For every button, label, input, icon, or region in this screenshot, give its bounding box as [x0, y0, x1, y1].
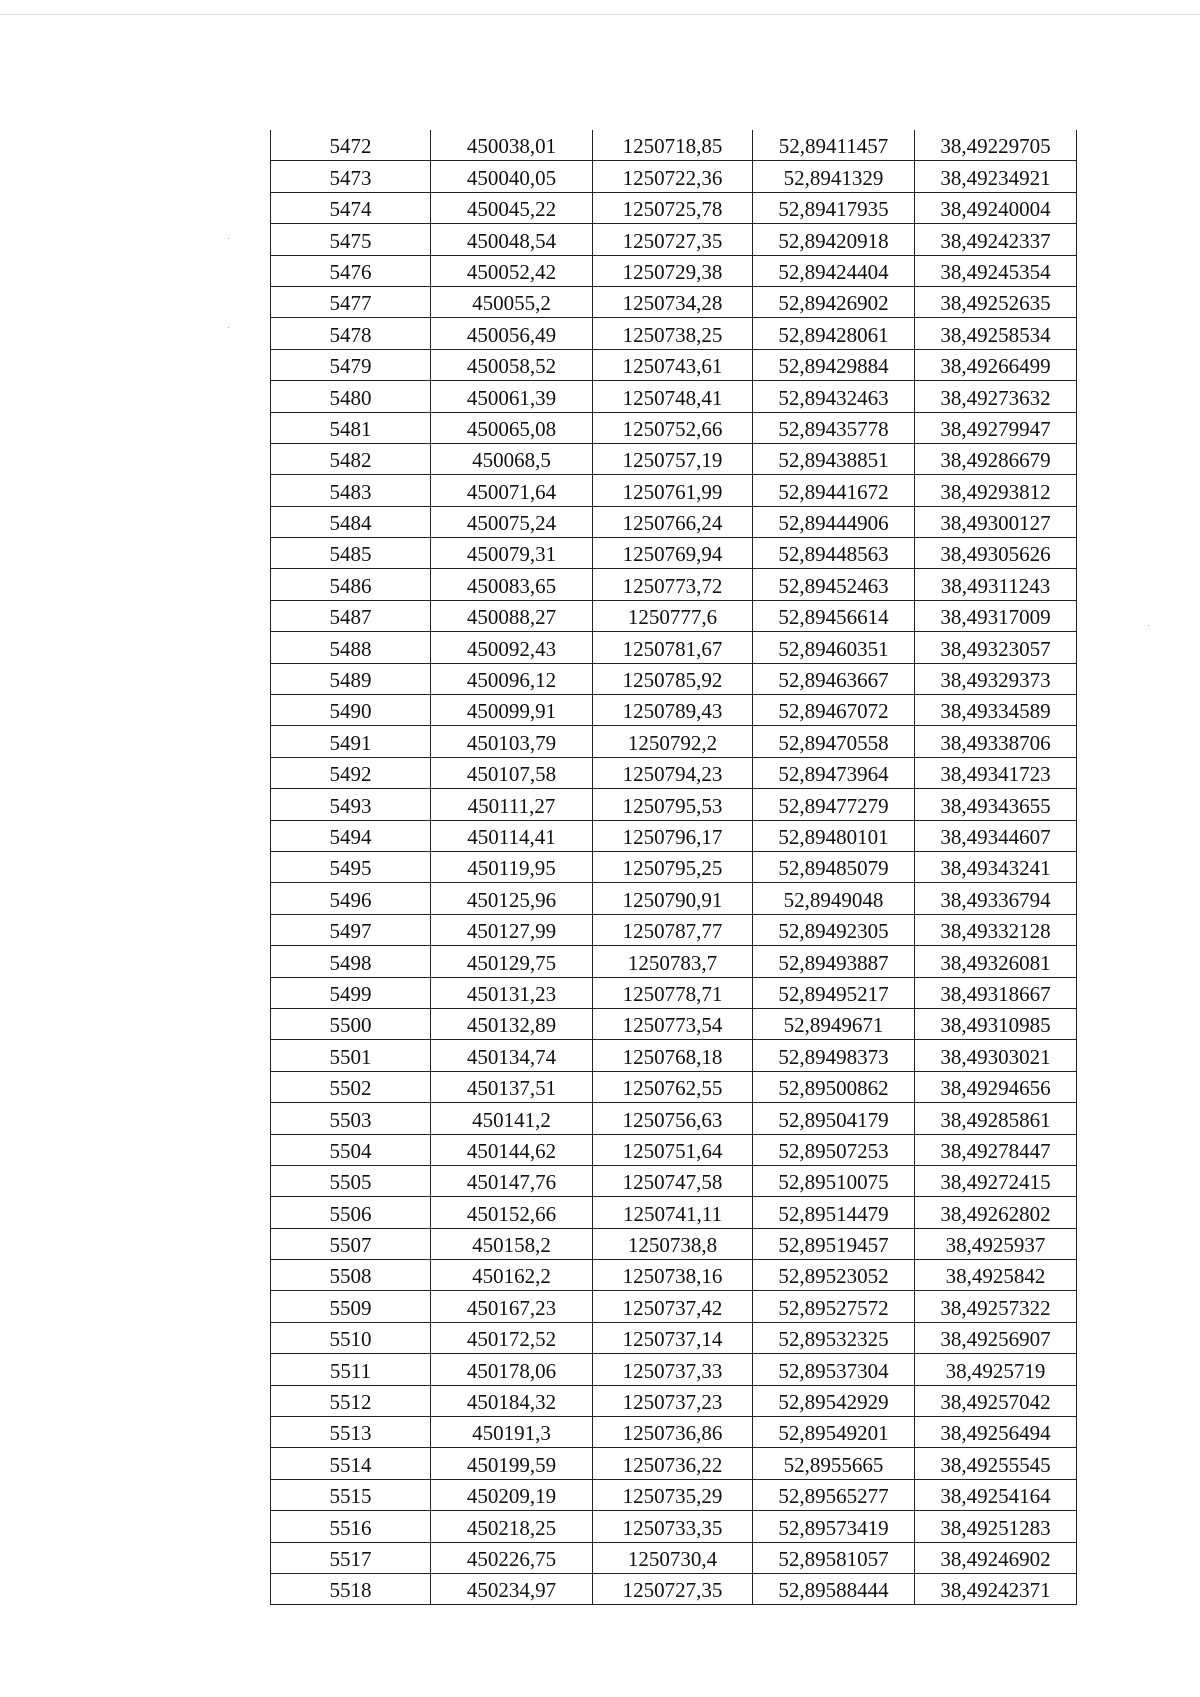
latitude-cell: 52,89510075 — [753, 1165, 915, 1196]
table-row — [271, 632, 1077, 663]
x-coordinate-cell: 450167,23 — [431, 1291, 593, 1322]
y-coordinate-cell: 1250757,19 — [593, 443, 753, 474]
point-number-cell: 5504 — [271, 1134, 431, 1165]
longitude-cell: 38,49257042 — [915, 1385, 1077, 1416]
longitude-cell: 38,49341723 — [915, 757, 1077, 788]
y-coordinate-cell: 1250738,16 — [593, 1260, 753, 1291]
longitude-cell: 38,49240004 — [915, 192, 1077, 223]
y-coordinate-cell: 1250761,99 — [593, 475, 753, 506]
y-coordinate-cell: 1250778,71 — [593, 977, 753, 1008]
point-number-cell: 5497 — [271, 914, 431, 945]
point-number-cell: 5516 — [271, 1511, 431, 1542]
y-coordinate-cell: 1250783,7 — [593, 946, 753, 977]
point-number-cell: 5511 — [271, 1354, 431, 1385]
latitude-cell: 52,89532325 — [753, 1322, 915, 1353]
table-row — [271, 1165, 1077, 1196]
y-coordinate-cell: 1250792,2 — [593, 726, 753, 757]
latitude-cell: 52,89495217 — [753, 977, 915, 1008]
latitude-cell: 52,89460351 — [753, 632, 915, 663]
y-coordinate-cell: 1250736,86 — [593, 1417, 753, 1448]
y-coordinate-cell: 1250768,18 — [593, 1040, 753, 1071]
point-number-cell: 5515 — [271, 1479, 431, 1510]
point-number-cell: 5496 — [271, 883, 431, 914]
x-coordinate-cell: 450083,65 — [431, 569, 593, 600]
point-number-cell: 5498 — [271, 946, 431, 977]
y-coordinate-cell: 1250718,85 — [593, 130, 753, 161]
latitude-cell: 52,89485079 — [753, 851, 915, 882]
longitude-cell: 38,49294656 — [915, 1071, 1077, 1102]
point-number-cell: 5508 — [271, 1260, 431, 1291]
table-row — [271, 130, 1077, 161]
table-row — [271, 1260, 1077, 1291]
coordinates-table — [270, 130, 1077, 1605]
y-coordinate-cell: 1250727,35 — [593, 224, 753, 255]
y-coordinate-cell: 1250773,54 — [593, 1008, 753, 1039]
table-row — [271, 977, 1077, 1008]
x-coordinate-cell: 450218,25 — [431, 1511, 593, 1542]
latitude-cell: 52,89507253 — [753, 1134, 915, 1165]
y-coordinate-cell: 1250796,17 — [593, 820, 753, 851]
x-coordinate-cell: 450134,74 — [431, 1040, 593, 1071]
latitude-cell: 52,89473964 — [753, 757, 915, 788]
longitude-cell: 38,49266499 — [915, 349, 1077, 380]
table-row — [271, 1291, 1077, 1322]
table-row — [271, 318, 1077, 349]
latitude-cell: 52,89448563 — [753, 538, 915, 569]
longitude-cell: 38,49329373 — [915, 663, 1077, 694]
longitude-cell: 38,49272415 — [915, 1165, 1077, 1196]
x-coordinate-cell: 450162,2 — [431, 1260, 593, 1291]
x-coordinate-cell: 450131,23 — [431, 977, 593, 1008]
x-coordinate-cell: 450058,52 — [431, 349, 593, 380]
point-number-cell: 5505 — [271, 1165, 431, 1196]
point-number-cell: 5507 — [271, 1228, 431, 1259]
y-coordinate-cell: 1250787,77 — [593, 914, 753, 945]
latitude-cell: 52,89411457 — [753, 130, 915, 161]
point-number-cell: 5490 — [271, 695, 431, 726]
point-number-cell: 5473 — [271, 161, 431, 192]
table-row — [271, 726, 1077, 757]
x-coordinate-cell: 450144,62 — [431, 1134, 593, 1165]
table-row — [271, 1573, 1077, 1604]
x-coordinate-cell: 450178,06 — [431, 1354, 593, 1385]
y-coordinate-cell: 1250734,28 — [593, 286, 753, 317]
latitude-cell: 52,89429884 — [753, 349, 915, 380]
latitude-cell: 52,89588444 — [753, 1573, 915, 1604]
latitude-cell: 52,89537304 — [753, 1354, 915, 1385]
y-coordinate-cell: 1250741,11 — [593, 1197, 753, 1228]
latitude-cell: 52,89426902 — [753, 286, 915, 317]
latitude-cell: 52,89417935 — [753, 192, 915, 223]
latitude-cell: 52,89500862 — [753, 1071, 915, 1102]
longitude-cell: 38,49279947 — [915, 412, 1077, 443]
table-row — [271, 851, 1077, 882]
latitude-cell: 52,8949048 — [753, 883, 915, 914]
x-coordinate-cell: 450111,27 — [431, 789, 593, 820]
y-coordinate-cell: 1250747,58 — [593, 1165, 753, 1196]
table-row — [271, 349, 1077, 380]
point-number-cell: 5485 — [271, 538, 431, 569]
point-number-cell: 5476 — [271, 255, 431, 286]
point-number-cell: 5510 — [271, 1322, 431, 1353]
y-coordinate-cell: 1250766,24 — [593, 506, 753, 537]
point-number-cell: 5482 — [271, 443, 431, 474]
latitude-cell: 52,89504179 — [753, 1103, 915, 1134]
table-row — [271, 1040, 1077, 1071]
table-row — [271, 506, 1077, 537]
point-number-cell: 5499 — [271, 977, 431, 1008]
latitude-cell: 52,89493887 — [753, 946, 915, 977]
y-coordinate-cell: 1250729,38 — [593, 255, 753, 286]
latitude-cell: 52,89452463 — [753, 569, 915, 600]
point-number-cell: 5483 — [271, 475, 431, 506]
y-coordinate-cell: 1250737,14 — [593, 1322, 753, 1353]
longitude-cell: 38,49254164 — [915, 1479, 1077, 1510]
x-coordinate-cell: 450127,99 — [431, 914, 593, 945]
x-coordinate-cell: 450184,32 — [431, 1385, 593, 1416]
latitude-cell: 52,89498373 — [753, 1040, 915, 1071]
y-coordinate-cell: 1250737,23 — [593, 1385, 753, 1416]
point-number-cell: 5475 — [271, 224, 431, 255]
x-coordinate-cell: 450038,01 — [431, 130, 593, 161]
table-row — [271, 600, 1077, 631]
point-number-cell: 5488 — [271, 632, 431, 663]
latitude-cell: 52,89467072 — [753, 695, 915, 726]
latitude-cell: 52,89456614 — [753, 600, 915, 631]
x-coordinate-cell: 450209,19 — [431, 1479, 593, 1510]
point-number-cell: 5506 — [271, 1197, 431, 1228]
table-row — [271, 381, 1077, 412]
longitude-cell: 38,49326081 — [915, 946, 1077, 977]
table-row — [271, 789, 1077, 820]
y-coordinate-cell: 1250762,55 — [593, 1071, 753, 1102]
longitude-cell: 38,49310985 — [915, 1008, 1077, 1039]
longitude-cell: 38,49344607 — [915, 820, 1077, 851]
latitude-cell: 52,8941329 — [753, 161, 915, 192]
longitude-cell: 38,49285861 — [915, 1103, 1077, 1134]
longitude-cell: 38,49318667 — [915, 977, 1077, 1008]
table-row — [271, 1228, 1077, 1259]
x-coordinate-cell: 450088,27 — [431, 600, 593, 631]
table-row — [271, 820, 1077, 851]
y-coordinate-cell: 1250777,6 — [593, 600, 753, 631]
longitude-cell: 38,49303021 — [915, 1040, 1077, 1071]
latitude-cell: 52,89420918 — [753, 224, 915, 255]
table-row — [271, 224, 1077, 255]
longitude-cell: 38,49278447 — [915, 1134, 1077, 1165]
x-coordinate-cell: 450071,64 — [431, 475, 593, 506]
point-number-cell: 5509 — [271, 1291, 431, 1322]
point-number-cell: 5474 — [271, 192, 431, 223]
point-number-cell: 5478 — [271, 318, 431, 349]
y-coordinate-cell: 1250737,33 — [593, 1354, 753, 1385]
x-coordinate-cell: 450103,79 — [431, 726, 593, 757]
latitude-cell: 52,89463667 — [753, 663, 915, 694]
x-coordinate-cell: 450172,52 — [431, 1322, 593, 1353]
latitude-cell: 52,89523052 — [753, 1260, 915, 1291]
longitude-cell: 38,49262802 — [915, 1197, 1077, 1228]
point-number-cell: 5487 — [271, 600, 431, 631]
table-row — [271, 1354, 1077, 1385]
latitude-cell: 52,89435778 — [753, 412, 915, 443]
latitude-cell: 52,89438851 — [753, 443, 915, 474]
table-row — [271, 1197, 1077, 1228]
latitude-cell: 52,89492305 — [753, 914, 915, 945]
longitude-cell: 38,4925937 — [915, 1228, 1077, 1259]
y-coordinate-cell: 1250751,64 — [593, 1134, 753, 1165]
longitude-cell: 38,49334589 — [915, 695, 1077, 726]
point-number-cell: 5502 — [271, 1071, 431, 1102]
point-number-cell: 5492 — [271, 757, 431, 788]
x-coordinate-cell: 450191,3 — [431, 1417, 593, 1448]
table-row — [271, 161, 1077, 192]
longitude-cell: 38,49256494 — [915, 1417, 1077, 1448]
y-coordinate-cell: 1250733,35 — [593, 1511, 753, 1542]
x-coordinate-cell: 450079,31 — [431, 538, 593, 569]
longitude-cell: 38,49242337 — [915, 224, 1077, 255]
longitude-cell: 38,49252635 — [915, 286, 1077, 317]
longitude-cell: 38,49229705 — [915, 130, 1077, 161]
point-number-cell: 5481 — [271, 412, 431, 443]
y-coordinate-cell: 1250789,43 — [593, 695, 753, 726]
x-coordinate-cell: 450114,41 — [431, 820, 593, 851]
table-row — [271, 1542, 1077, 1573]
x-coordinate-cell: 450092,43 — [431, 632, 593, 663]
latitude-cell: 52,89432463 — [753, 381, 915, 412]
table-row — [271, 914, 1077, 945]
table-row — [271, 1071, 1077, 1102]
point-number-cell: 5494 — [271, 820, 431, 851]
point-number-cell: 5513 — [271, 1417, 431, 1448]
latitude-cell: 52,8955665 — [753, 1448, 915, 1479]
table-row — [271, 412, 1077, 443]
table-row — [271, 883, 1077, 914]
longitude-cell: 38,49258534 — [915, 318, 1077, 349]
latitude-cell: 52,89514479 — [753, 1197, 915, 1228]
longitude-cell: 38,49234921 — [915, 161, 1077, 192]
longitude-cell: 38,49273632 — [915, 381, 1077, 412]
longitude-cell: 38,49246902 — [915, 1542, 1077, 1573]
x-coordinate-cell: 450048,54 — [431, 224, 593, 255]
longitude-cell: 38,49251283 — [915, 1511, 1077, 1542]
longitude-cell: 38,4925842 — [915, 1260, 1077, 1291]
table-row — [271, 538, 1077, 569]
point-number-cell: 5491 — [271, 726, 431, 757]
table-row — [271, 1417, 1077, 1448]
longitude-cell: 38,49336794 — [915, 883, 1077, 914]
table-row — [271, 1448, 1077, 1479]
x-coordinate-cell: 450132,89 — [431, 1008, 593, 1039]
y-coordinate-cell: 1250795,53 — [593, 789, 753, 820]
longitude-cell: 38,49305626 — [915, 538, 1077, 569]
point-number-cell: 5480 — [271, 381, 431, 412]
x-coordinate-cell: 450096,12 — [431, 663, 593, 694]
latitude-cell: 52,89444906 — [753, 506, 915, 537]
x-coordinate-cell: 450056,49 — [431, 318, 593, 349]
table-row — [271, 757, 1077, 788]
longitude-cell: 38,49242371 — [915, 1573, 1077, 1604]
latitude-cell: 52,89424404 — [753, 255, 915, 286]
x-coordinate-cell: 450068,5 — [431, 443, 593, 474]
latitude-cell: 52,89519457 — [753, 1228, 915, 1259]
latitude-cell: 52,89549201 — [753, 1417, 915, 1448]
point-number-cell: 5486 — [271, 569, 431, 600]
point-number-cell: 5493 — [271, 789, 431, 820]
table-row — [271, 286, 1077, 317]
y-coordinate-cell: 1250730,4 — [593, 1542, 753, 1573]
x-coordinate-cell: 450129,75 — [431, 946, 593, 977]
table-row — [271, 946, 1077, 977]
latitude-cell: 52,89480101 — [753, 820, 915, 851]
table-row — [271, 1479, 1077, 1510]
point-number-cell: 5489 — [271, 663, 431, 694]
y-coordinate-cell: 1250790,91 — [593, 883, 753, 914]
latitude-cell: 52,89527572 — [753, 1291, 915, 1322]
latitude-cell: 52,89573419 — [753, 1511, 915, 1542]
longitude-cell: 38,49332128 — [915, 914, 1077, 945]
x-coordinate-cell: 450125,96 — [431, 883, 593, 914]
point-number-cell: 5514 — [271, 1448, 431, 1479]
table-row — [271, 1103, 1077, 1134]
y-coordinate-cell: 1250735,29 — [593, 1479, 753, 1510]
y-coordinate-cell: 1250769,94 — [593, 538, 753, 569]
longitude-cell: 38,49245354 — [915, 255, 1077, 286]
y-coordinate-cell: 1250738,25 — [593, 318, 753, 349]
y-coordinate-cell: 1250727,35 — [593, 1573, 753, 1604]
longitude-cell: 38,49311243 — [915, 569, 1077, 600]
x-coordinate-cell: 450147,76 — [431, 1165, 593, 1196]
table-row — [271, 192, 1077, 223]
table-row — [271, 1134, 1077, 1165]
longitude-cell: 38,49300127 — [915, 506, 1077, 537]
table-row — [271, 1008, 1077, 1039]
table-row — [271, 475, 1077, 506]
x-coordinate-cell: 450234,97 — [431, 1573, 593, 1604]
point-number-cell: 5500 — [271, 1008, 431, 1039]
x-coordinate-cell: 450119,95 — [431, 851, 593, 882]
point-number-cell: 5517 — [271, 1542, 431, 1573]
longitude-cell: 38,49257322 — [915, 1291, 1077, 1322]
x-coordinate-cell: 450158,2 — [431, 1228, 593, 1259]
y-coordinate-cell: 1250773,72 — [593, 569, 753, 600]
point-number-cell: 5484 — [271, 506, 431, 537]
y-coordinate-cell: 1250785,92 — [593, 663, 753, 694]
coordinates-table-body — [271, 130, 1077, 1605]
y-coordinate-cell: 1250722,36 — [593, 161, 753, 192]
x-coordinate-cell: 450055,2 — [431, 286, 593, 317]
x-coordinate-cell: 450075,24 — [431, 506, 593, 537]
longitude-cell: 38,49343655 — [915, 789, 1077, 820]
latitude-cell: 52,89581057 — [753, 1542, 915, 1573]
longitude-cell: 38,49343241 — [915, 851, 1077, 882]
latitude-cell: 52,8949671 — [753, 1008, 915, 1039]
point-number-cell: 5479 — [271, 349, 431, 380]
longitude-cell: 38,49338706 — [915, 726, 1077, 757]
latitude-cell: 52,89428061 — [753, 318, 915, 349]
point-number-cell: 5503 — [271, 1103, 431, 1134]
table-row — [271, 255, 1077, 286]
table-row — [271, 1322, 1077, 1353]
longitude-cell: 38,49255545 — [915, 1448, 1077, 1479]
table-row — [271, 569, 1077, 600]
latitude-cell: 52,89441672 — [753, 475, 915, 506]
y-coordinate-cell: 1250738,8 — [593, 1228, 753, 1259]
table-row — [271, 443, 1077, 474]
point-number-cell: 5518 — [271, 1573, 431, 1604]
latitude-cell: 52,89477279 — [753, 789, 915, 820]
point-number-cell: 5501 — [271, 1040, 431, 1071]
longitude-cell: 38,4925719 — [915, 1354, 1077, 1385]
x-coordinate-cell: 450045,22 — [431, 192, 593, 223]
table-row — [271, 663, 1077, 694]
y-coordinate-cell: 1250725,78 — [593, 192, 753, 223]
y-coordinate-cell: 1250743,61 — [593, 349, 753, 380]
latitude-cell: 52,89565277 — [753, 1479, 915, 1510]
y-coordinate-cell: 1250748,41 — [593, 381, 753, 412]
y-coordinate-cell: 1250756,63 — [593, 1103, 753, 1134]
table-row — [271, 1511, 1077, 1542]
y-coordinate-cell: 1250736,22 — [593, 1448, 753, 1479]
longitude-cell: 38,49286679 — [915, 443, 1077, 474]
table-row — [271, 695, 1077, 726]
x-coordinate-cell: 450137,51 — [431, 1071, 593, 1102]
y-coordinate-cell: 1250781,67 — [593, 632, 753, 663]
x-coordinate-cell: 450040,05 — [431, 161, 593, 192]
x-coordinate-cell: 450152,66 — [431, 1197, 593, 1228]
point-number-cell: 5472 — [271, 130, 431, 161]
x-coordinate-cell: 450099,91 — [431, 695, 593, 726]
y-coordinate-cell: 1250752,66 — [593, 412, 753, 443]
longitude-cell: 38,49317009 — [915, 600, 1077, 631]
latitude-cell: 52,89542929 — [753, 1385, 915, 1416]
longitude-cell: 38,49323057 — [915, 632, 1077, 663]
longitude-cell: 38,49256907 — [915, 1322, 1077, 1353]
point-number-cell: 5512 — [271, 1385, 431, 1416]
x-coordinate-cell: 450061,39 — [431, 381, 593, 412]
y-coordinate-cell: 1250795,25 — [593, 851, 753, 882]
point-number-cell: 5495 — [271, 851, 431, 882]
latitude-cell: 52,89470558 — [753, 726, 915, 757]
x-coordinate-cell: 450052,42 — [431, 255, 593, 286]
y-coordinate-cell: 1250737,42 — [593, 1291, 753, 1322]
point-number-cell: 5477 — [271, 286, 431, 317]
longitude-cell: 38,49293812 — [915, 475, 1077, 506]
x-coordinate-cell: 450226,75 — [431, 1542, 593, 1573]
table-row — [271, 1385, 1077, 1416]
x-coordinate-cell: 450107,58 — [431, 757, 593, 788]
y-coordinate-cell: 1250794,23 — [593, 757, 753, 788]
x-coordinate-cell: 450199,59 — [431, 1448, 593, 1479]
x-coordinate-cell: 450065,08 — [431, 412, 593, 443]
x-coordinate-cell: 450141,2 — [431, 1103, 593, 1134]
